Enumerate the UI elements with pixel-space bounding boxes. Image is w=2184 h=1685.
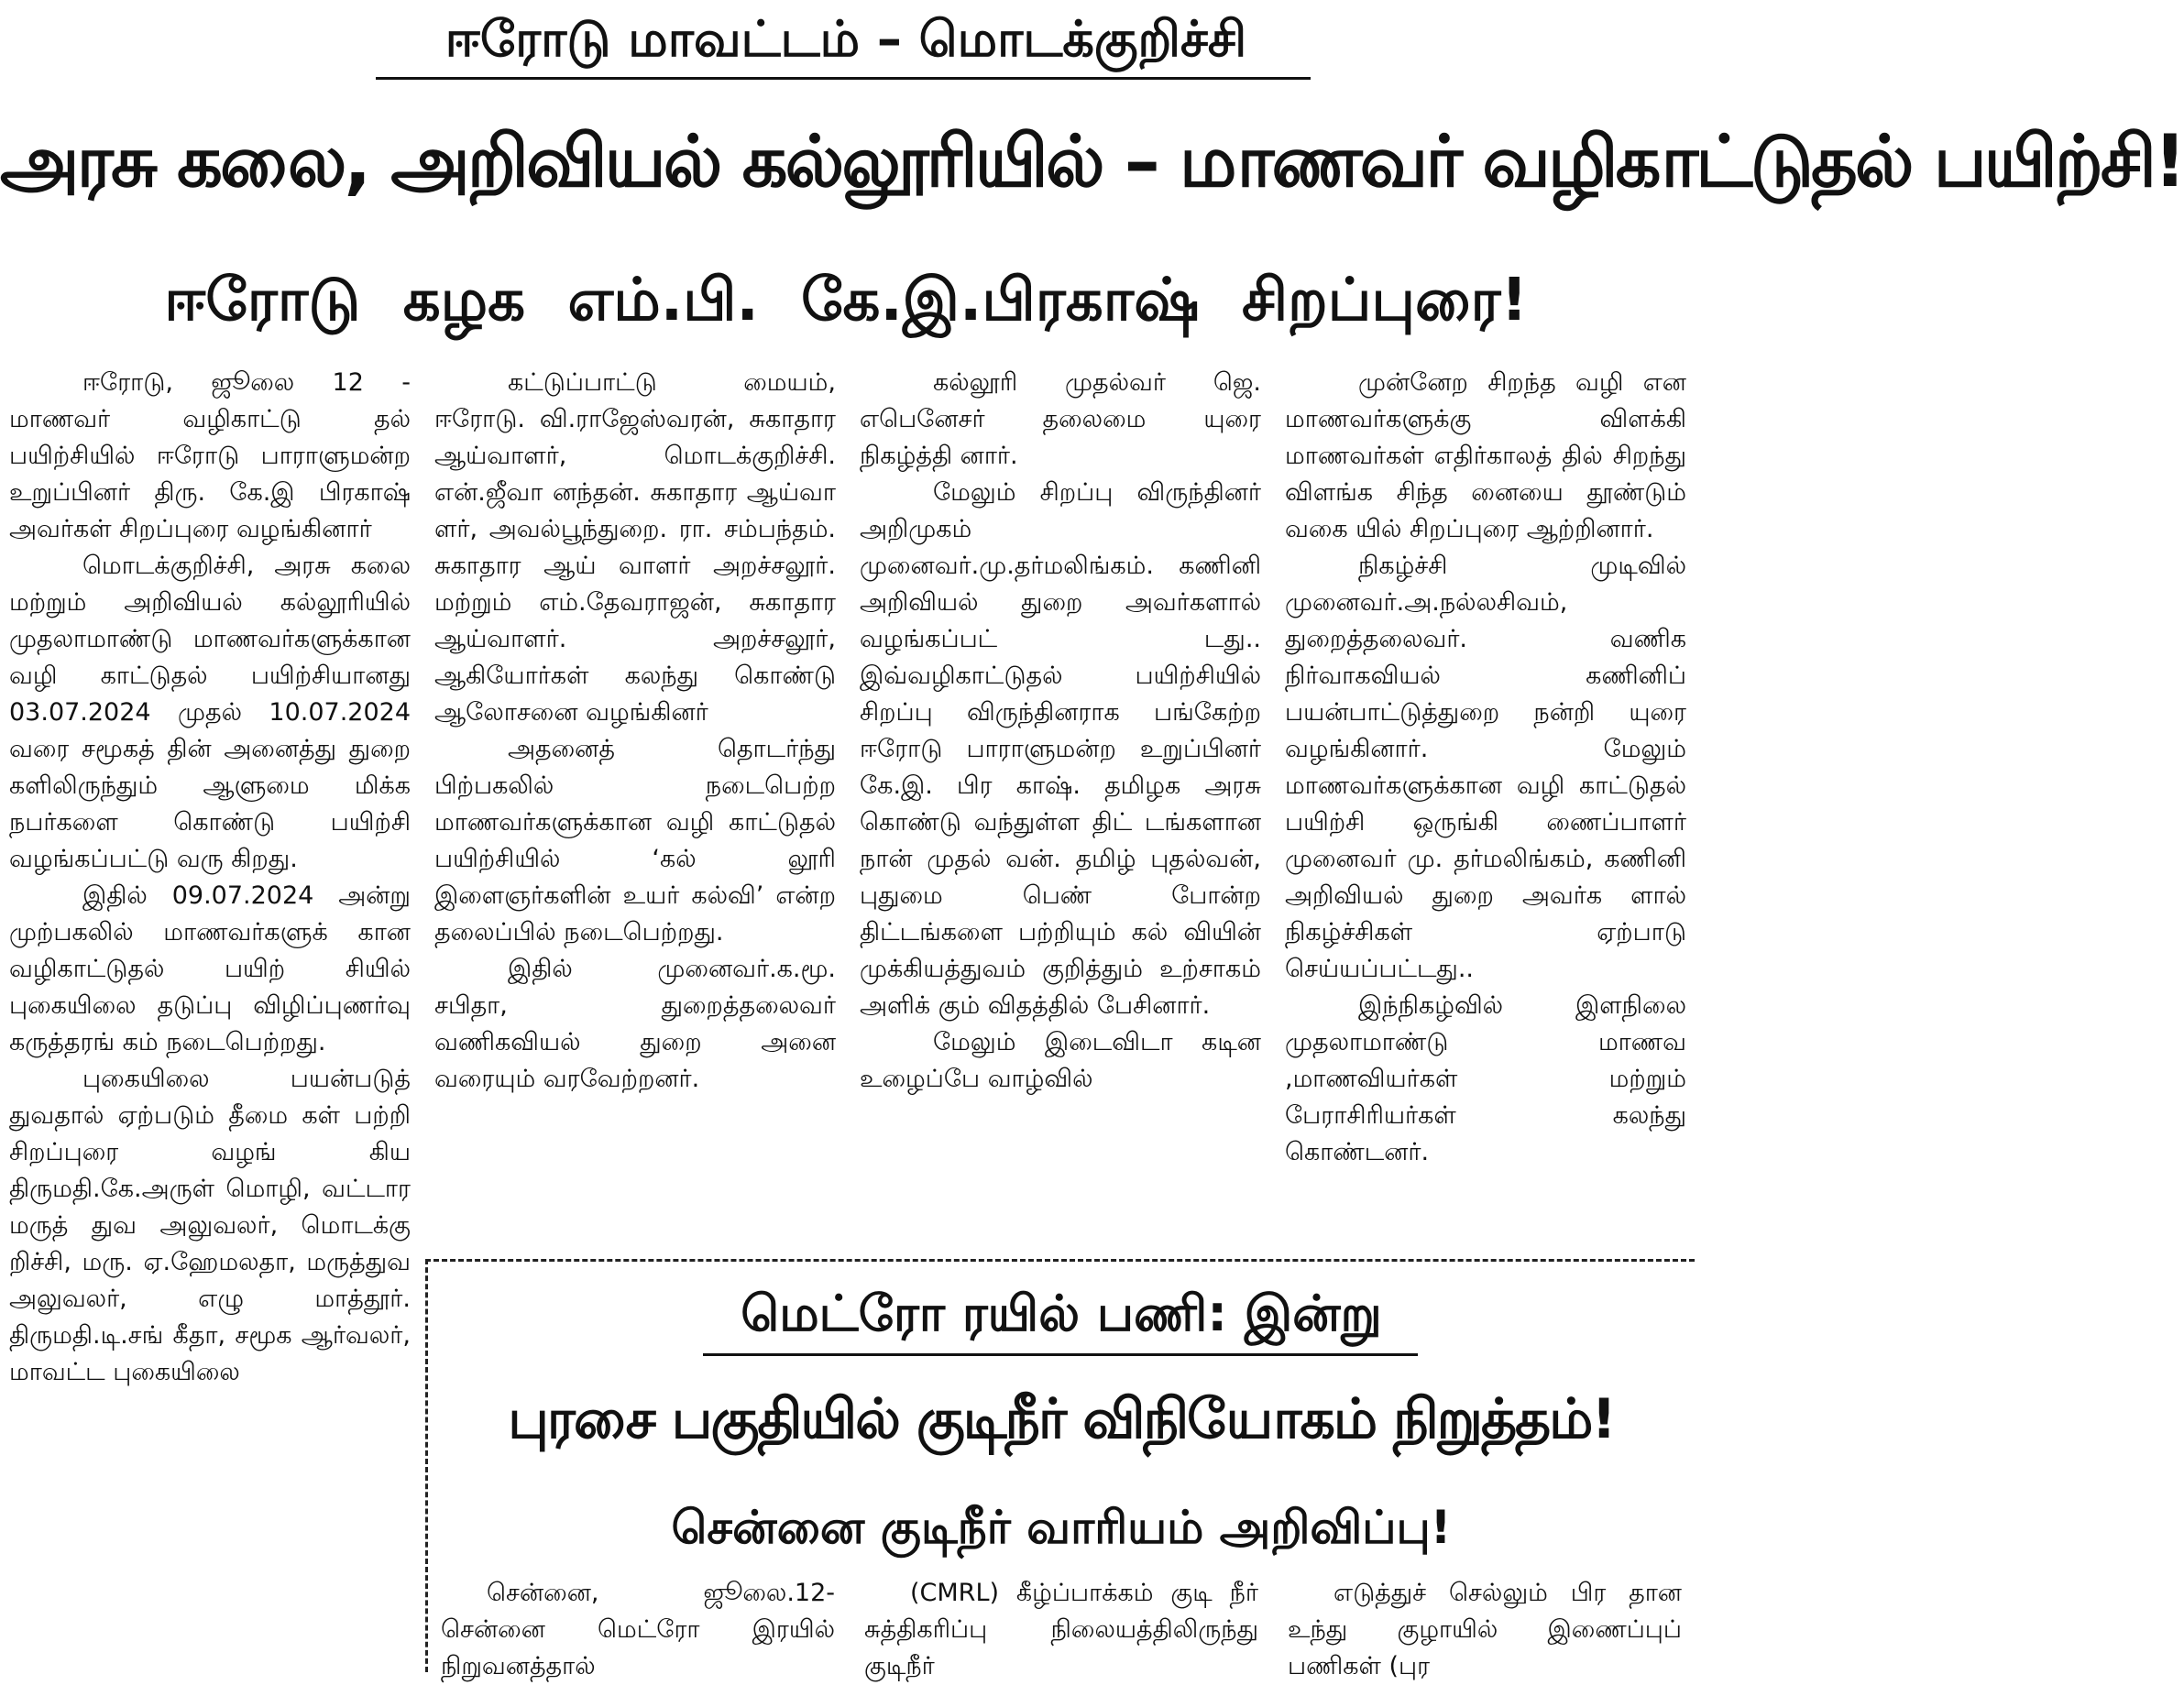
story-paragraph: கல்லூரி முதல்வர் ஜெ. எபெனேசர் தலைமை யுரை நிகழ்த்தி னார். xyxy=(860,368,1261,470)
story-column-1 xyxy=(9,365,411,1669)
story-paragraph: மொடக்குறிச்சி, அரசு கலை மற்றும் அறிவியல் கல்லூரியில் முதலாமாண்டு மாணவர்களுக்கான வழி காட்டுதல் பயிற்சியானது 03.07.2024 முதல் 10.07.2024 வரை சமூகத் தின் அனைத்து துறை களிலிருந்தும் ஆளுமை மிக்க நபர்களை கொண்டு பயிற்சி வழங்கப்பட்டு வரு கிறது. xyxy=(9,552,411,873)
story-paragraph: இதில் 09.07.2024 அன்று முற்பகலில் மாணவர்களுக் கான வழிகாட்டுதல் பயிற் சியில் புகையிலை தடுப்பு விழிப்புணர்வு கருத்தரங் கம் நடைபெற்றது. xyxy=(9,881,411,1056)
metro-headline: புரசை பகுதியில் குடிநீர் விநியோகம் நிறுத்தம்! xyxy=(508,1387,1615,1451)
kicker-underline xyxy=(376,77,1311,80)
story-column-4 xyxy=(1285,365,1686,1219)
metro-news-box xyxy=(425,1259,1695,1680)
story-paragraph: மேலும் இடைவிடா கடின உழைப்பே வாழ்வில் xyxy=(860,1028,1261,1093)
story-kicker: ஈரோடு மாவட்டம் – மொடக்குறிச்சி xyxy=(444,10,1247,68)
metro-paragraph: சென்னை, ஜூலை.12- சென்னை மெட்ரோ இரயில் நிறுவனத்தால் xyxy=(441,1579,835,1680)
story-paragraph: ஈரோடு, ஜூலை 12 - மாணவர் வழிகாட்டு தல் பயிற்சியில் ஈரோடு பாராளுமன்ற உறுப்பினர் திரு. கே.இ பிரகாஷ் அவர்கள் சிறப்புரை வழங்கினார் xyxy=(9,368,411,543)
story-subhead: ஈரோடு கழக எம்.பி. கே.இ.பிரகாஷ் சிறப்புரை! xyxy=(164,267,1528,334)
metro-paragraph: (CMRL) கீழ்ப்பாக்கம் குடி நீர் சுத்திகரிப்பு நிலையத்திலிருந்து குடிநீர் xyxy=(864,1579,1258,1680)
story-column-2 xyxy=(434,365,836,1219)
story-paragraph: கட்டுப்பாட்டு மையம், ஈரோடு. வி.ராஜேஸ்வரன், சுகாதார ஆய்வாளர், மொடக்குறிச்சி. என்.ஜீவா னந்தன். சுகாதார ஆய்வா ளர், அவல்பூந்துறை. ரா. சம்பந்தம். சுகாதார ஆய் வாளர் அறச்சலூர். மற்றும் எம்.தேவராஜன், சுகாதார ஆய்வாளர். அறச்சலூர், ஆகியோர்கள் கலந்து கொண்டு ஆலோசனை வழங்கினர் xyxy=(434,368,836,727)
metro-column-3 xyxy=(1288,1575,1682,1680)
metro-paragraph: எடுத்துச் செல்லும் பிர தான உந்து குழாயில் இணைப்புப் பணிகள் (புர xyxy=(1288,1579,1682,1680)
story-paragraph: நிகழ்ச்சி முடிவில் முனைவர்.அ.நல்லசிவம், துறைத்தலைவர். வணிக நிர்வாகவியல் கணினிப் பயன்பாட்டுத்துறை நன்றி யுரை வழங்கினார். மேலும் மாணவர்களுக்கான வழி காட்டுதல் பயிற்சி ஒருங்கி ணைப்பாளர் முனைவர் மு. தர்மலிங்கம், கணினி அறிவியல் துறை அவர்க ளால் நிகழ்ச்சிகள் ஏற்பாடு செய்யப்பட்டது.. xyxy=(1285,552,1686,983)
story-paragraph: இந்நிகழ்வில் இளநிலை முதலாமாண்டு மாணவ ,மாணவியர்கள் மற்றும் பேராசிரியர்கள் கலந்து கொண்டனர். xyxy=(1285,991,1686,1166)
story-paragraph: முன்னேற சிறந்த வழி என மாணவர்களுக்கு விளக்கி மாணவர்கள் எதிர்காலத் தில் சிறந்து விளங்க சிந்த னையை தூண்டும் வகை யில் சிறப்புரை ஆற்றினார். xyxy=(1285,368,1686,543)
metro-kicker: மெட்ரோ ரயில் பணி: இன்று xyxy=(741,1285,1382,1342)
metro-column-2 xyxy=(864,1575,1258,1680)
metro-column-1 xyxy=(441,1575,835,1680)
metro-kicker-underline xyxy=(703,1353,1418,1356)
story-paragraph: புகையிலை பயன்படுத் துவதால் ஏற்படும் தீமை கள் பற்றி சிறப்புரை வழங் கிய திருமதி.கே.அருள் மொழி, வட்டார மருத் துவ அலுவலர், மொடக்கு றிச்சி, மரு. ஏ.ஹேமலதா, மருத்துவ அலுவலர், எழு மாத்தூர். திருமதி.டி.சங் கீதா, சமூக ஆர்வலர், மாவட்ட புகையிலை xyxy=(9,1065,411,1386)
story-headline: அரசு கலை, அறிவியல் கல்லூரியில் – மாணவர் வழிகாட்டுதல் பயிற்சி! xyxy=(0,121,2184,203)
story-column-3 xyxy=(860,365,1261,1219)
metro-subhead: சென்னை குடிநீர் வாரியம் அறிவிப்பு! xyxy=(671,1501,1452,1554)
story-paragraph: மேலும் சிறப்பு விருந்தினர் அறிமுகம் முனைவர்.மு.தர்மலிங்கம். கணினி அறிவியல் துறை அவர்களால் வழங்கப்பட் டது.. இவ்வழிகாட்டுதல் பயிற்சியில் சிறப்பு விருந்தினராக பங்கேற்ற ஈரோடு பாராளுமன்ற உறுப்பினர் கே.இ. பிர காஷ். தமிழக அரசு கொண்டு வந்துள்ள திட் டங்களான நான் முதல் வன். தமிழ் புதல்வன், புதுமை பெண் போன்ற திட்டங்களை பற்றியும் கல் வியின் முக்கியத்துவம் குறித்தும் உற்சாகம் அளிக் கும் விதத்தில் பேசினார். xyxy=(860,478,1261,1020)
story-paragraph: இதில் முனைவர்.க.மூ. சபிதா, துறைத்தலைவர் வணிகவியல் துறை அனை வரையும் வரவேற்றனர். xyxy=(434,955,836,1093)
story-paragraph: அதனைத் தொடர்ந்து பிற்பகலில் நடைபெற்ற மாணவர்களுக்கான வழி காட்டுதல் பயிற்சியில் ‘கல் லூரி இளைஞர்களின் உயர் கல்வி’ என்ற தலைப்பில் நடைபெற்றது. xyxy=(434,735,836,946)
